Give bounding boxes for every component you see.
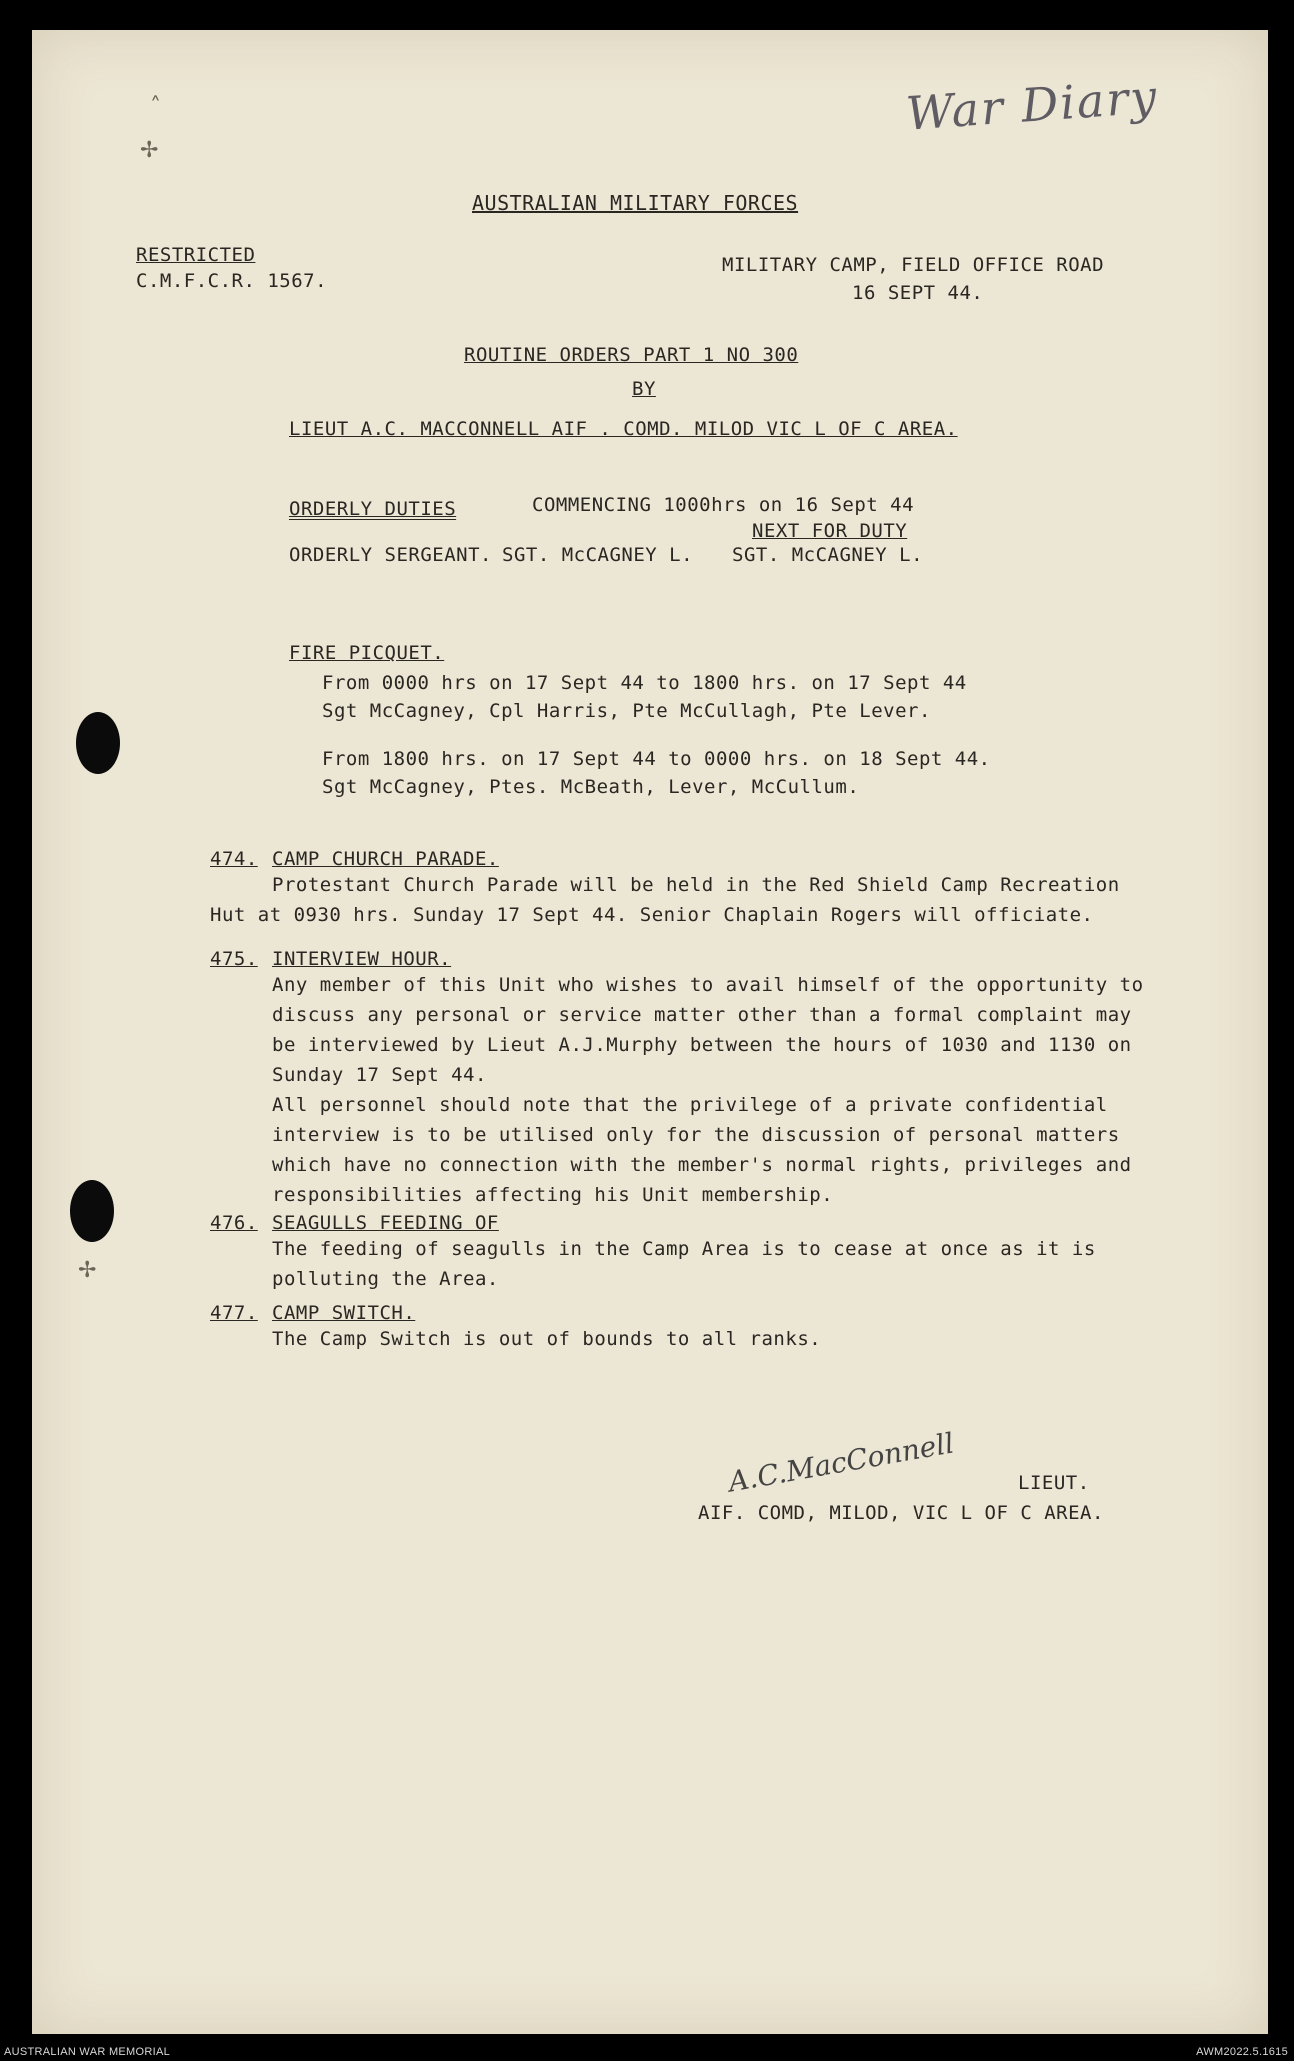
item-number: 476.: [210, 1212, 258, 1234]
document-date: 16 SEPT 44.: [852, 282, 984, 304]
punch-hole: [76, 712, 120, 774]
item-line: polluting the Area.: [272, 1268, 499, 1290]
item-heading: CAMP SWITCH.: [272, 1302, 416, 1324]
fire-picquet-heading: FIRE PICQUET.: [289, 642, 445, 664]
item-line: Any member of this Unit who wishes to avail himself of the opportunity to: [272, 974, 1144, 996]
duties-heading: ORDERLY DUTIES: [289, 498, 457, 520]
camp-location: MILITARY CAMP, FIELD OFFICE ROAD: [722, 254, 1105, 276]
document-page: [32, 30, 1268, 2034]
signature-rank: LIEUT.: [1018, 1472, 1090, 1494]
picquet-shift2-names: Sgt McCagney, Ptes. McBeath, Lever, McCullum.: [322, 776, 860, 798]
item-body: [272, 1234, 1096, 1294]
item-heading: CAMP CHURCH PARADE.: [272, 848, 499, 870]
item-body: [210, 870, 1120, 930]
item-number: 477.: [210, 1302, 258, 1324]
item-body: [272, 1324, 821, 1354]
item-number: 474.: [210, 848, 258, 870]
item-line: responsibilities affecting his Unit membership.: [272, 1184, 834, 1206]
orders-title: ROUTINE ORDERS PART 1 NO 300: [464, 344, 799, 366]
next-for-duty: NEXT FOR DUTY: [752, 520, 908, 542]
picquet-shift1-time: From 0000 hrs on 17 Sept 44 to 1800 hrs. on 17 Sept 44: [322, 672, 967, 694]
signature-title: AIF. COMD, MILOD, VIC L OF C AREA.: [698, 1502, 1104, 1524]
orderly-sergeant-current: SGT. McCAGNEY L.: [502, 544, 694, 566]
pin-mark: ✢: [140, 138, 159, 163]
item-heading: INTERVIEW HOUR.: [272, 948, 452, 970]
pin-mark: ✢: [78, 1258, 97, 1283]
item-line: The feeding of seagulls in the Camp Area is to cease at once as it is: [272, 1238, 1096, 1260]
orders-by: BY: [632, 378, 656, 400]
orderly-sergeant-label: ORDERLY SERGEANT.: [289, 544, 492, 566]
pin-mark: ˄: [150, 94, 161, 119]
picquet-shift1-names: Sgt McCagney, Cpl Harris, Pte McCullagh, Pte Lever.: [322, 700, 931, 722]
item-line: The Camp Switch is out of bounds to all ranks.: [272, 1328, 822, 1350]
footer-source: AUSTRALIAN WAR MEMORIAL: [4, 2046, 171, 2058]
reference-number: C.M.F.C.R. 1567.: [136, 270, 328, 292]
item-line: Sunday 17 Sept 44.: [272, 1064, 487, 1086]
item-line: discuss any personal or service matter other than a formal complaint may: [272, 1004, 1132, 1026]
restricted-label: RESTRICTED: [136, 244, 256, 266]
footer-accession: AWM2022.5.1615: [1196, 2046, 1288, 2058]
item-heading: SEAGULLS FEEDING OF: [272, 1212, 499, 1234]
document-title: AUSTRALIAN MILITARY FORCES: [472, 191, 799, 215]
item-line: Hut at 0930 hrs. Sunday 17 Sept 44. Senior Chaplain Rogers will officiate.: [210, 904, 1094, 926]
handwritten-note: War Diary: [904, 69, 1160, 141]
item-body: [272, 970, 1144, 1210]
punch-hole: [70, 1180, 114, 1242]
item-line: Protestant Church Parade will be held in the Red Shield Camp Recreation: [272, 874, 1120, 896]
item-number: 475.: [210, 948, 258, 970]
item-line: which have no connection with the member's normal rights, privileges and: [272, 1154, 1132, 1176]
orderly-sergeant-next: SGT. McCAGNEY L.: [732, 544, 924, 566]
item-line: be interviewed by Lieut A.J.Murphy between the hours of 1030 and 1130 on: [272, 1034, 1132, 1056]
picquet-shift2-time: From 1800 hrs. on 17 Sept 44 to 0000 hrs. on 18 Sept 44.: [322, 748, 991, 770]
duties-commencing: COMMENCING 1000hrs on 16 Sept 44: [532, 494, 915, 516]
item-line: interview is to be utilised only for the discussion of personal matters: [272, 1124, 1120, 1146]
signature-scribble: A.C.MacConnell: [725, 1426, 957, 1499]
commanding-officer: LIEUT A.C. MACCONNELL AIF . COMD. MILOD VIC L OF C AREA.: [289, 418, 958, 440]
item-line: All personnel should note that the privilege of a private confidential: [272, 1094, 1108, 1116]
